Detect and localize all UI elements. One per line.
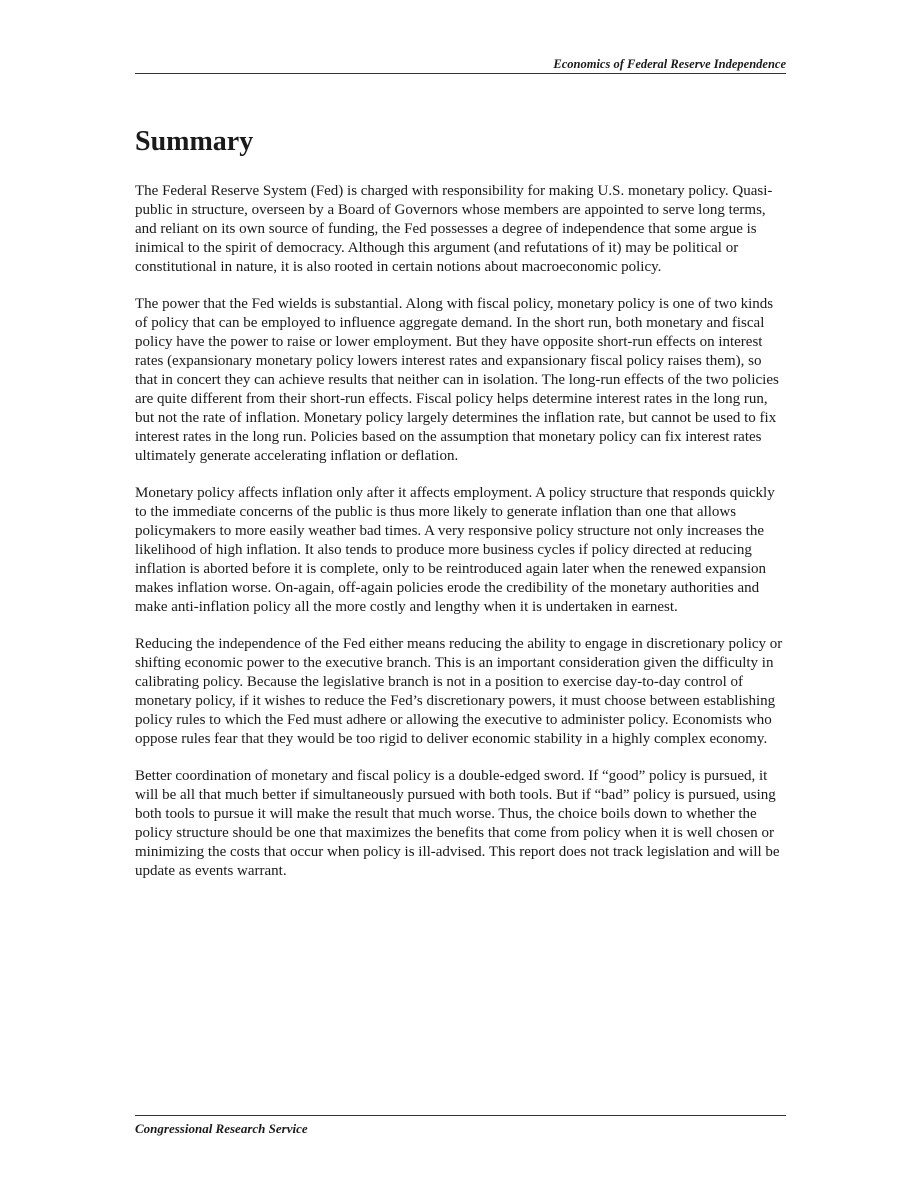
- page-header: [135, 57, 786, 74]
- summary-heading: Summary: [135, 126, 254, 157]
- document-body: [135, 124, 786, 899]
- footer-label: Congressional Research Service: [135, 1121, 308, 1136]
- summary-paragraph-4: Reducing the independence of the Fed either means reducing the ability to engage in discretionary policy or shifting economic power to the executive branch. This is an important consideration given the difficulty in calibrating policy. Because the legislative branch is not in a position to exercise day-to-day control of monetary policy, if it wishes to reduce the Fed’s discretionary powers, it must choose between establishing policy rules to which the Fed must adhere or allowing the executive to administer policy. Economists who oppose rules fear that they would be too rigid to deliver economic stability in a highly complex economy.: [135, 636, 783, 747]
- summary-paragraph-2: The power that the Fed wields is substantial. Along with fiscal policy, monetary policy is one of two kinds of policy that can be employed to influence aggregate demand. In the short run, both monetary and fiscal policy have the power to raise or lower employment. But they have opposite short-run effects on interest rates (expansionary monetary policy lowers interest rates and expansionary fiscal policy raises them), so that in concert they can achieve results that neither can in isolation. The long-run effects of the two policies are quite different from their short-run effects. Fiscal policy helps determine interest rates in the long run, but not the rate of inflation. Monetary policy largely determines the inflation rate, but cannot be used to fix interest rates in the long run. Policies based on the assumption that monetary policy can fix interest rates ultimately generate accelerating inflation or deflation.: [135, 296, 779, 464]
- running-title: Economics of Federal Reserve Independence: [553, 57, 786, 71]
- summary-paragraph-1: The Federal Reserve System (Fed) is charged with responsibility for making U.S. monetary policy. Quasi-public in structure, overseen by a Board of Governors whose members are appointed to serve long terms, and reliant on its own source of funding, the Fed possesses a degree of independence that some argue is inimical to the spirit of democracy. Although this argument (and refutations of it) may be political or constitutional in nature, it is also rooted in certain notions about macroeconomic policy.: [135, 183, 773, 275]
- summary-paragraph-5: Better coordination of monetary and fiscal policy is a double-edged sword. If “good” policy is pursued, it will be all that much better if simultaneously pursued with both tools. But if “bad” policy is pursued, using both tools to pursue it will make the result that much worse. Thus, the choice boils down to whether the policy structure should be one that maximizes the benefits that come from policy when it is well chosen or minimizing the costs that occur when policy is ill-advised. This report does not track legislation and will be update as events warrant.: [135, 768, 780, 879]
- page-footer: [135, 1115, 786, 1138]
- summary-paragraph-3: Monetary policy affects inflation only after it affects employment. A policy structure that responds quickly to the immediate concerns of the public is thus more likely to generate inflation than one that allows policymakers to more easily weather bad times. A very responsive policy structure not only increases the likelihood of high inflation. It also tends to produce more business cycles if policy directed at reducing inflation is aborted before it is complete, only to be reintroduced again later when the renewed expansion makes inflation worse. On-again, off-again policies erode the credibility of the monetary authorities and make anti-inflation policy all the more costly and lengthy when it is undertaken in earnest.: [135, 485, 775, 615]
